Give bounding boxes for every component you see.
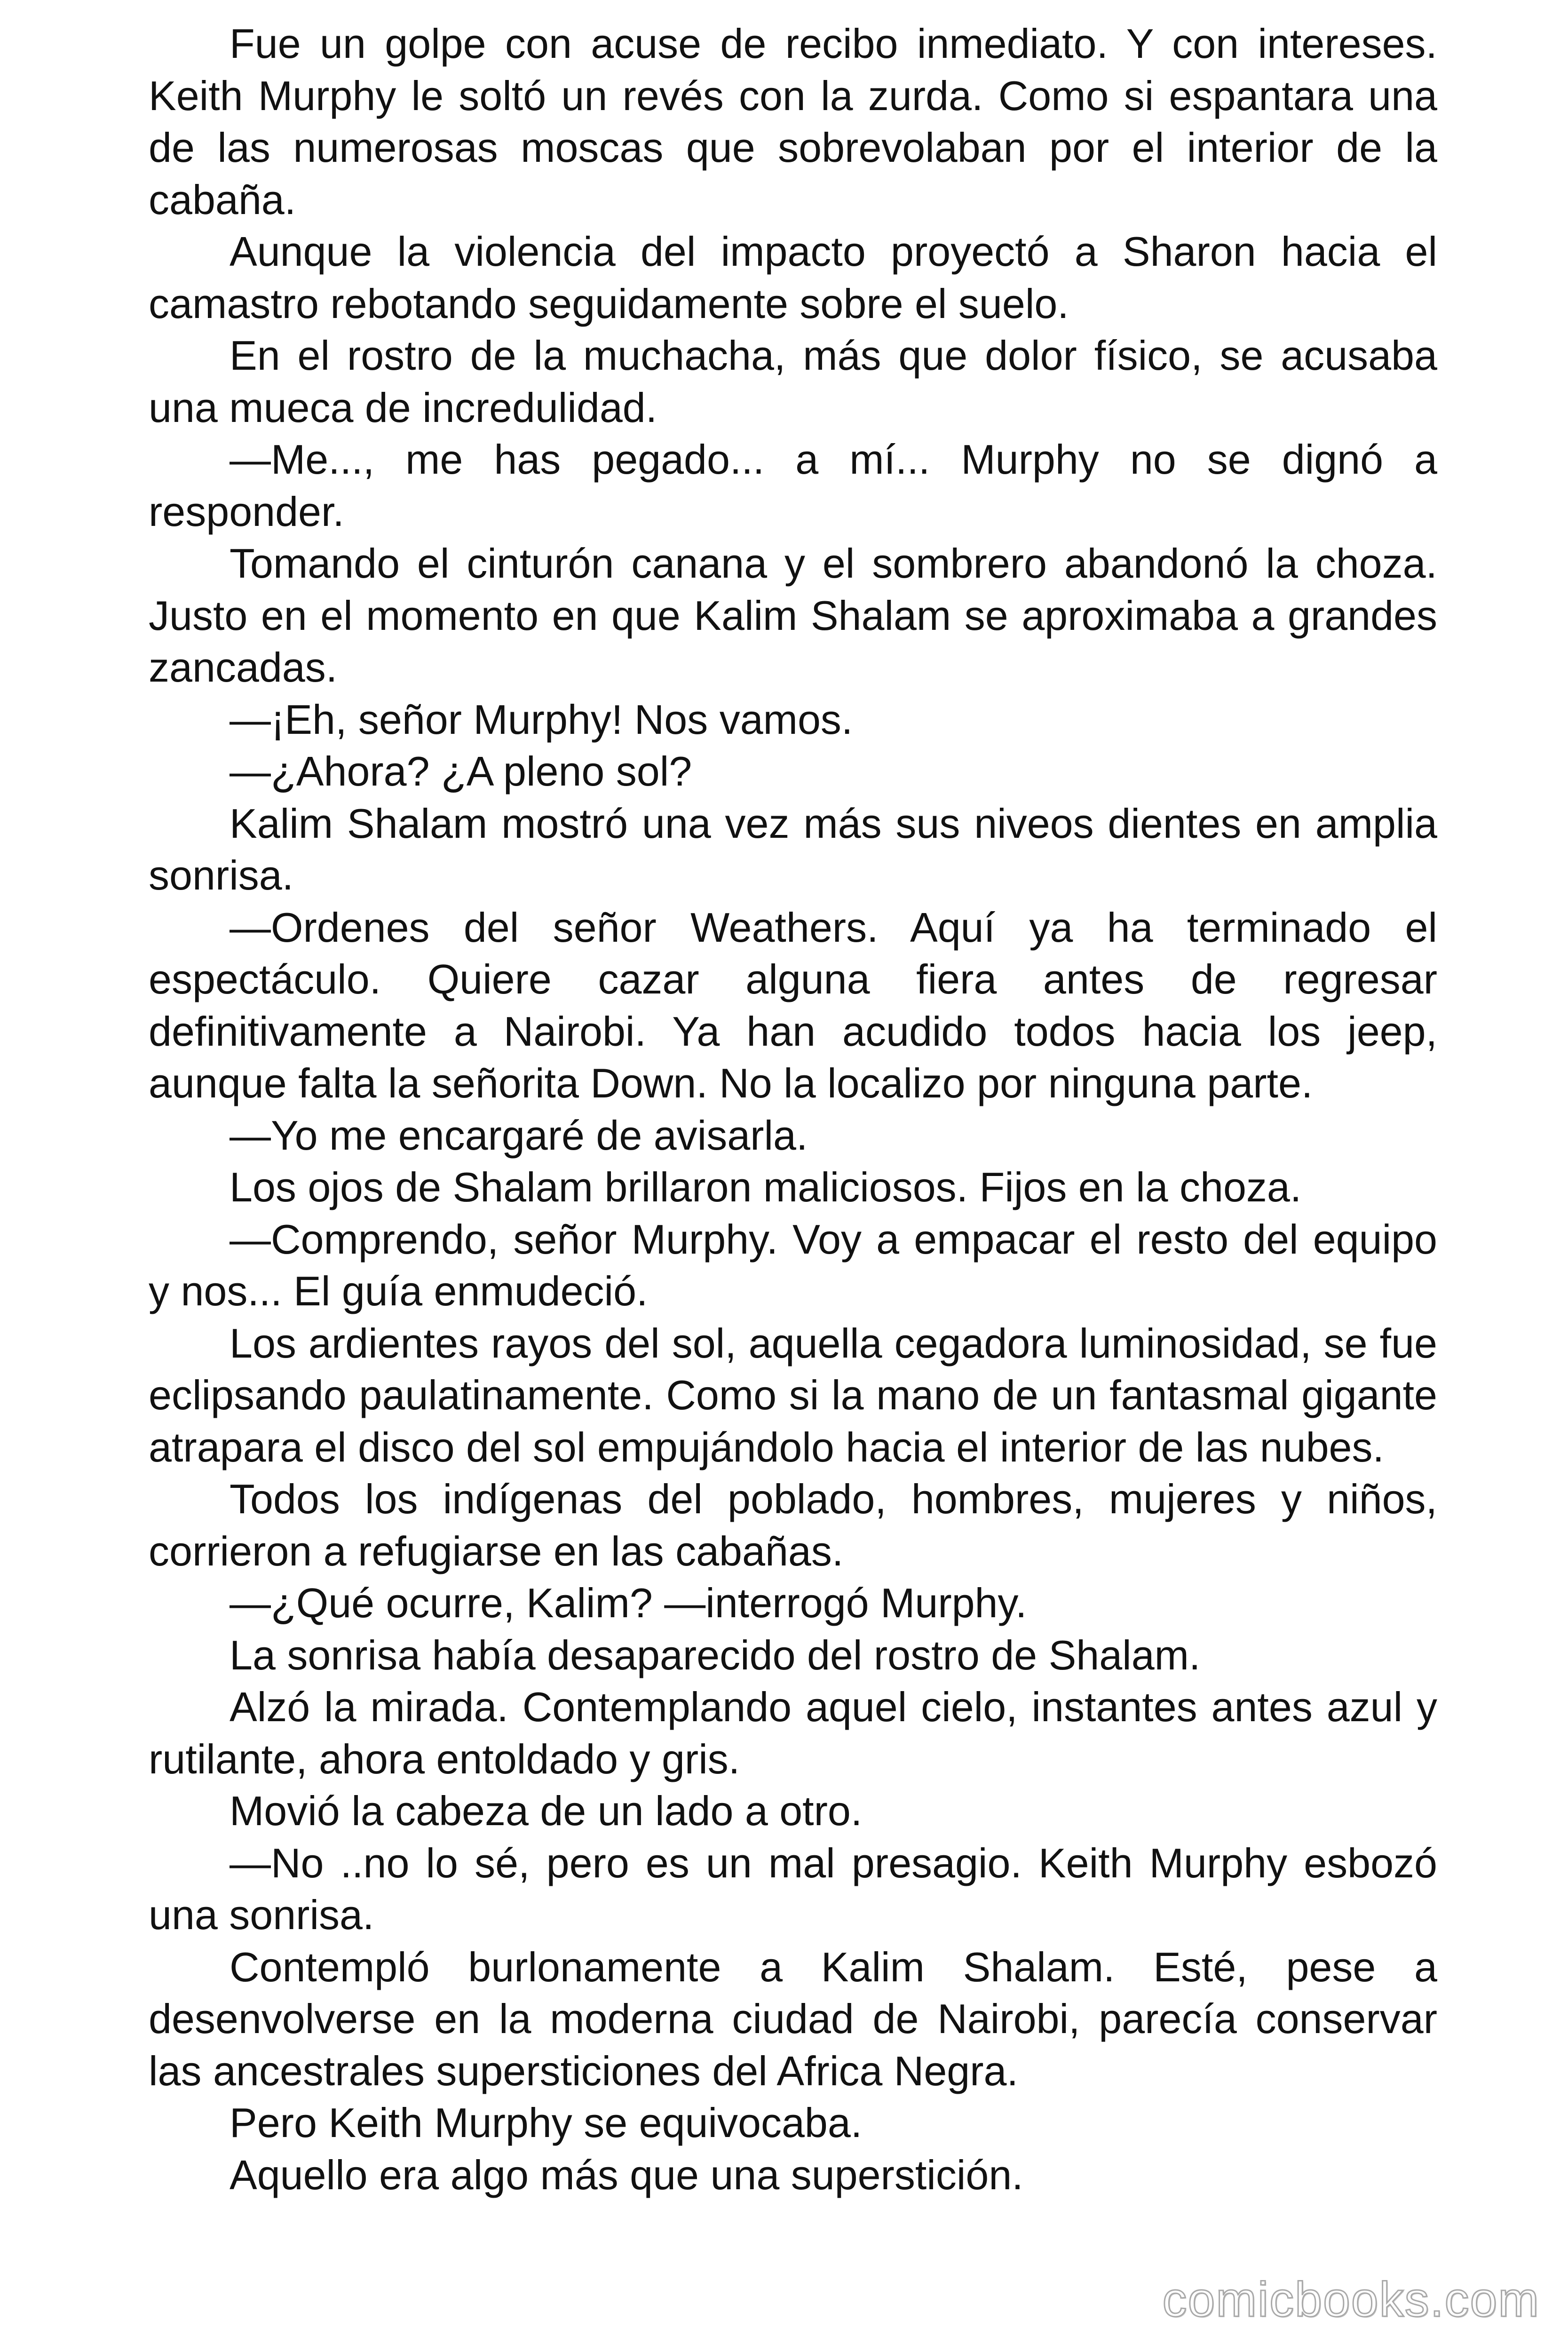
paragraph: Alzó la mirada. Contemplando aquel cielo, instantes antes azul y rutilante, ahora entoldado y gris. xyxy=(149,1684,1437,1782)
paragraph: Los ardientes rayos del sol, aquella cegadora luminosidad, se fue eclipsando paulatinamente. Como si la mano de un fantasmal gigante atrapara el disco del sol empujándolo hacia el interior de las nubes. xyxy=(149,1319,1437,1470)
paragraph: —Me..., me has pegado... a mí... Murphy no se dignó a responder. xyxy=(149,436,1437,535)
paragraph: Aunque la violencia del impacto proyectó a Sharon hacia el camastro rebotando seguidamente sobre el suelo. xyxy=(149,228,1437,327)
watermark: comicbooks.com xyxy=(1162,2273,1540,2327)
page-body xyxy=(149,18,1437,2201)
paragraph: Pero Keith Murphy se equivocaba. xyxy=(230,2099,863,2146)
paragraph: Kalim Shalam mostró una vez más sus niveos dientes en amplia sonrisa. xyxy=(149,800,1437,898)
paragraph: Los ojos de Shalam brillaron maliciosos. Fijos en la choza. xyxy=(230,1164,1302,1210)
paragraph: En el rostro de la muchacha, más que dolor físico, se acusaba una mueca de incredulidad. xyxy=(149,332,1437,431)
paragraph: La sonrisa había desaparecido del rostro de Shalam. xyxy=(230,1631,1201,1678)
paragraph: —No ..no lo sé, pero es un mal presagio. Keith Murphy esbozó una sonrisa. xyxy=(149,1839,1437,1938)
paragraph: —¿Qué ocurre, Kalim? —interrogó Murphy. xyxy=(230,1580,1027,1626)
paragraph: Fue un golpe con acuse de recibo inmediato. Y con intereses. Keith Murphy le soltó un revés con la zurda. Como si espantara una de las numerosas moscas que sobrevolaban por el interior de la cabaña. xyxy=(149,20,1437,223)
paragraph: Movió la cabeza de un lado a otro. xyxy=(230,1788,863,1834)
paragraph: Aquello era algo más que una superstición. xyxy=(230,2151,1023,2198)
paragraph: Todos los indígenas del poblado, hombres, mujeres y niños, corrieron a refugiarse en las cabañas. xyxy=(149,1476,1437,1574)
paragraph: —Ordenes del señor Weathers. Aquí ya ha terminado el espectáculo. Quiere cazar alguna fiera antes de regresar definitivamente a Nairobi. Ya han acudido todos hacia los jeep, aunque falta la señorita Down. No la localizo por ninguna parte. xyxy=(149,904,1437,1106)
paragraph: —Yo me encargaré de avisarla. xyxy=(230,1112,808,1159)
paragraph: —Comprendo, señor Murphy. Voy a empacar el resto del equipo y nos... El guía enmudeció. xyxy=(149,1216,1437,1314)
paragraph: Tomando el cinturón canana y el sombrero abandonó la choza. Justo en el momento en que Kalim Shalam se aproximaba a grandes zancadas. xyxy=(149,540,1437,691)
paragraph: Contempló burlonamente a Kalim Shalam. Esté, pese a desenvolverse en la moderna ciudad de Nairobi, parecía conservar las ancestrales supersticiones del Africa Negra. xyxy=(149,1943,1437,2094)
paragraph: —¡Eh, señor Murphy! Nos vamos. xyxy=(230,696,853,743)
paragraph: —¿Ahora? ¿A pleno sol? xyxy=(230,748,692,795)
